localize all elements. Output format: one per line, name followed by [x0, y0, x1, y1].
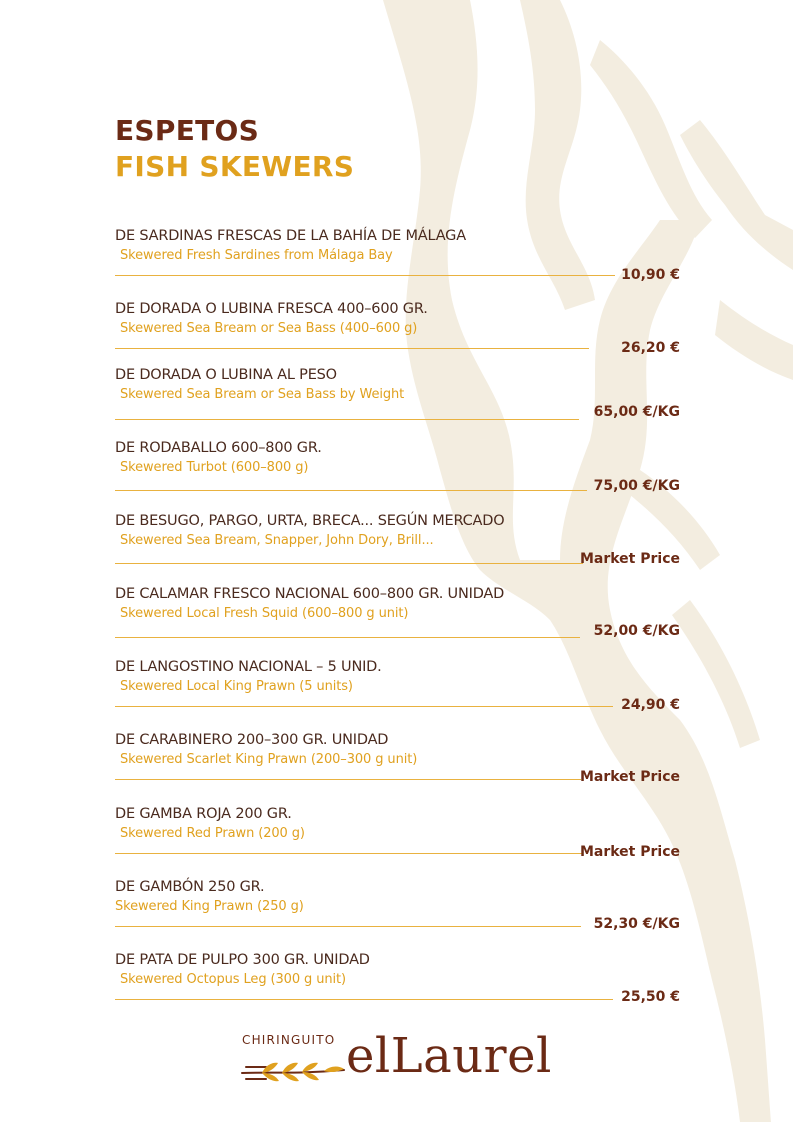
item-description: Skewered Scarlet King Prawn (200–300 g unit)	[120, 752, 418, 767]
menu-item	[115, 440, 680, 500]
item-price: 26,20 €	[621, 340, 680, 356]
item-description: Skewered Local King Prawn (5 units)	[120, 679, 353, 694]
section-title-spanish: ESPETOS	[115, 114, 260, 147]
item-name: DE GAMBA ROJA 200 GR.	[115, 806, 292, 822]
item-leader-line	[115, 853, 583, 854]
item-price: 10,90 €	[621, 267, 680, 283]
item-description: Skewered Octopus Leg (300 g unit)	[120, 972, 346, 987]
item-name: DE RODABALLO 600–800 GR.	[115, 440, 322, 456]
item-price: 75,00 €/KG	[593, 478, 680, 494]
menu-item	[115, 301, 680, 361]
item-name: DE DORADA O LUBINA AL PESO	[115, 367, 337, 383]
item-description: Skewered Local Fresh Squid (600–800 g unit)	[120, 606, 409, 621]
item-leader-line	[115, 926, 581, 927]
menu-item	[115, 879, 680, 939]
item-description: Skewered Red Prawn (200 g)	[120, 826, 305, 841]
menu-item	[115, 228, 680, 288]
item-name: DE CALAMAR FRESCO NACIONAL 600–800 GR. UNIDAD	[115, 586, 505, 602]
brand-logo	[238, 1030, 568, 1090]
laurel-branch-icon	[240, 1058, 350, 1088]
item-leader-line	[115, 419, 579, 420]
menu-item	[115, 659, 680, 719]
item-description: Skewered Sea Bream or Sea Bass by Weight	[120, 387, 405, 402]
logo-small-text: CHIRINGUITO	[242, 1033, 336, 1047]
menu-item	[115, 367, 680, 427]
item-leader-line	[115, 637, 580, 638]
item-price: 25,50 €	[621, 989, 680, 1005]
item-leader-line	[115, 999, 613, 1000]
item-description: Skewered Turbot (600–800 g)	[120, 460, 309, 475]
item-leader-line	[115, 779, 581, 780]
menu-item	[115, 952, 680, 1012]
item-price: 65,00 €/KG	[593, 404, 680, 420]
item-price: 52,00 €/KG	[593, 623, 680, 639]
item-leader-line	[115, 490, 587, 491]
menu-item	[115, 732, 680, 792]
section-title-english: FISH SKEWERS	[115, 150, 355, 183]
item-name: DE PATA DE PULPO 300 GR. UNIDAD	[115, 952, 370, 968]
item-price: 52,30 €/KG	[593, 916, 680, 932]
menu-item	[115, 586, 680, 646]
item-name: DE DORADA O LUBINA FRESCA 400–600 GR.	[115, 301, 428, 317]
item-description: Skewered Sea Bream, Snapper, John Dory, Brill...	[120, 533, 434, 548]
item-price: Market Price	[579, 769, 680, 785]
item-description: Skewered Sea Bream or Sea Bass (400–600 g)	[120, 321, 418, 336]
item-leader-line	[115, 563, 583, 564]
item-name: DE SARDINAS FRESCAS DE LA BAHÍA DE MÁLAGA	[115, 228, 466, 244]
item-leader-line	[115, 706, 613, 707]
item-name: DE GAMBÓN 250 GR.	[115, 879, 265, 895]
menu-item	[115, 806, 680, 866]
item-name: DE CARABINERO 200–300 GR. UNIDAD	[115, 732, 389, 748]
menu-item	[115, 513, 680, 573]
item-leader-line	[115, 348, 589, 349]
item-price: 24,90 €	[621, 697, 680, 713]
item-description: Skewered King Prawn (250 g)	[115, 899, 304, 914]
item-name: DE LANGOSTINO NACIONAL – 5 UNID.	[115, 659, 382, 675]
item-price: Market Price	[579, 844, 680, 860]
item-price: Market Price	[579, 551, 680, 567]
item-leader-line	[115, 275, 615, 276]
item-description: Skewered Fresh Sardines from Málaga Bay	[120, 248, 393, 263]
item-name: DE BESUGO, PARGO, URTA, BRECA... SEGÚN MERCADO	[115, 513, 505, 529]
logo-brand-text: elLaurel	[346, 1028, 552, 1084]
